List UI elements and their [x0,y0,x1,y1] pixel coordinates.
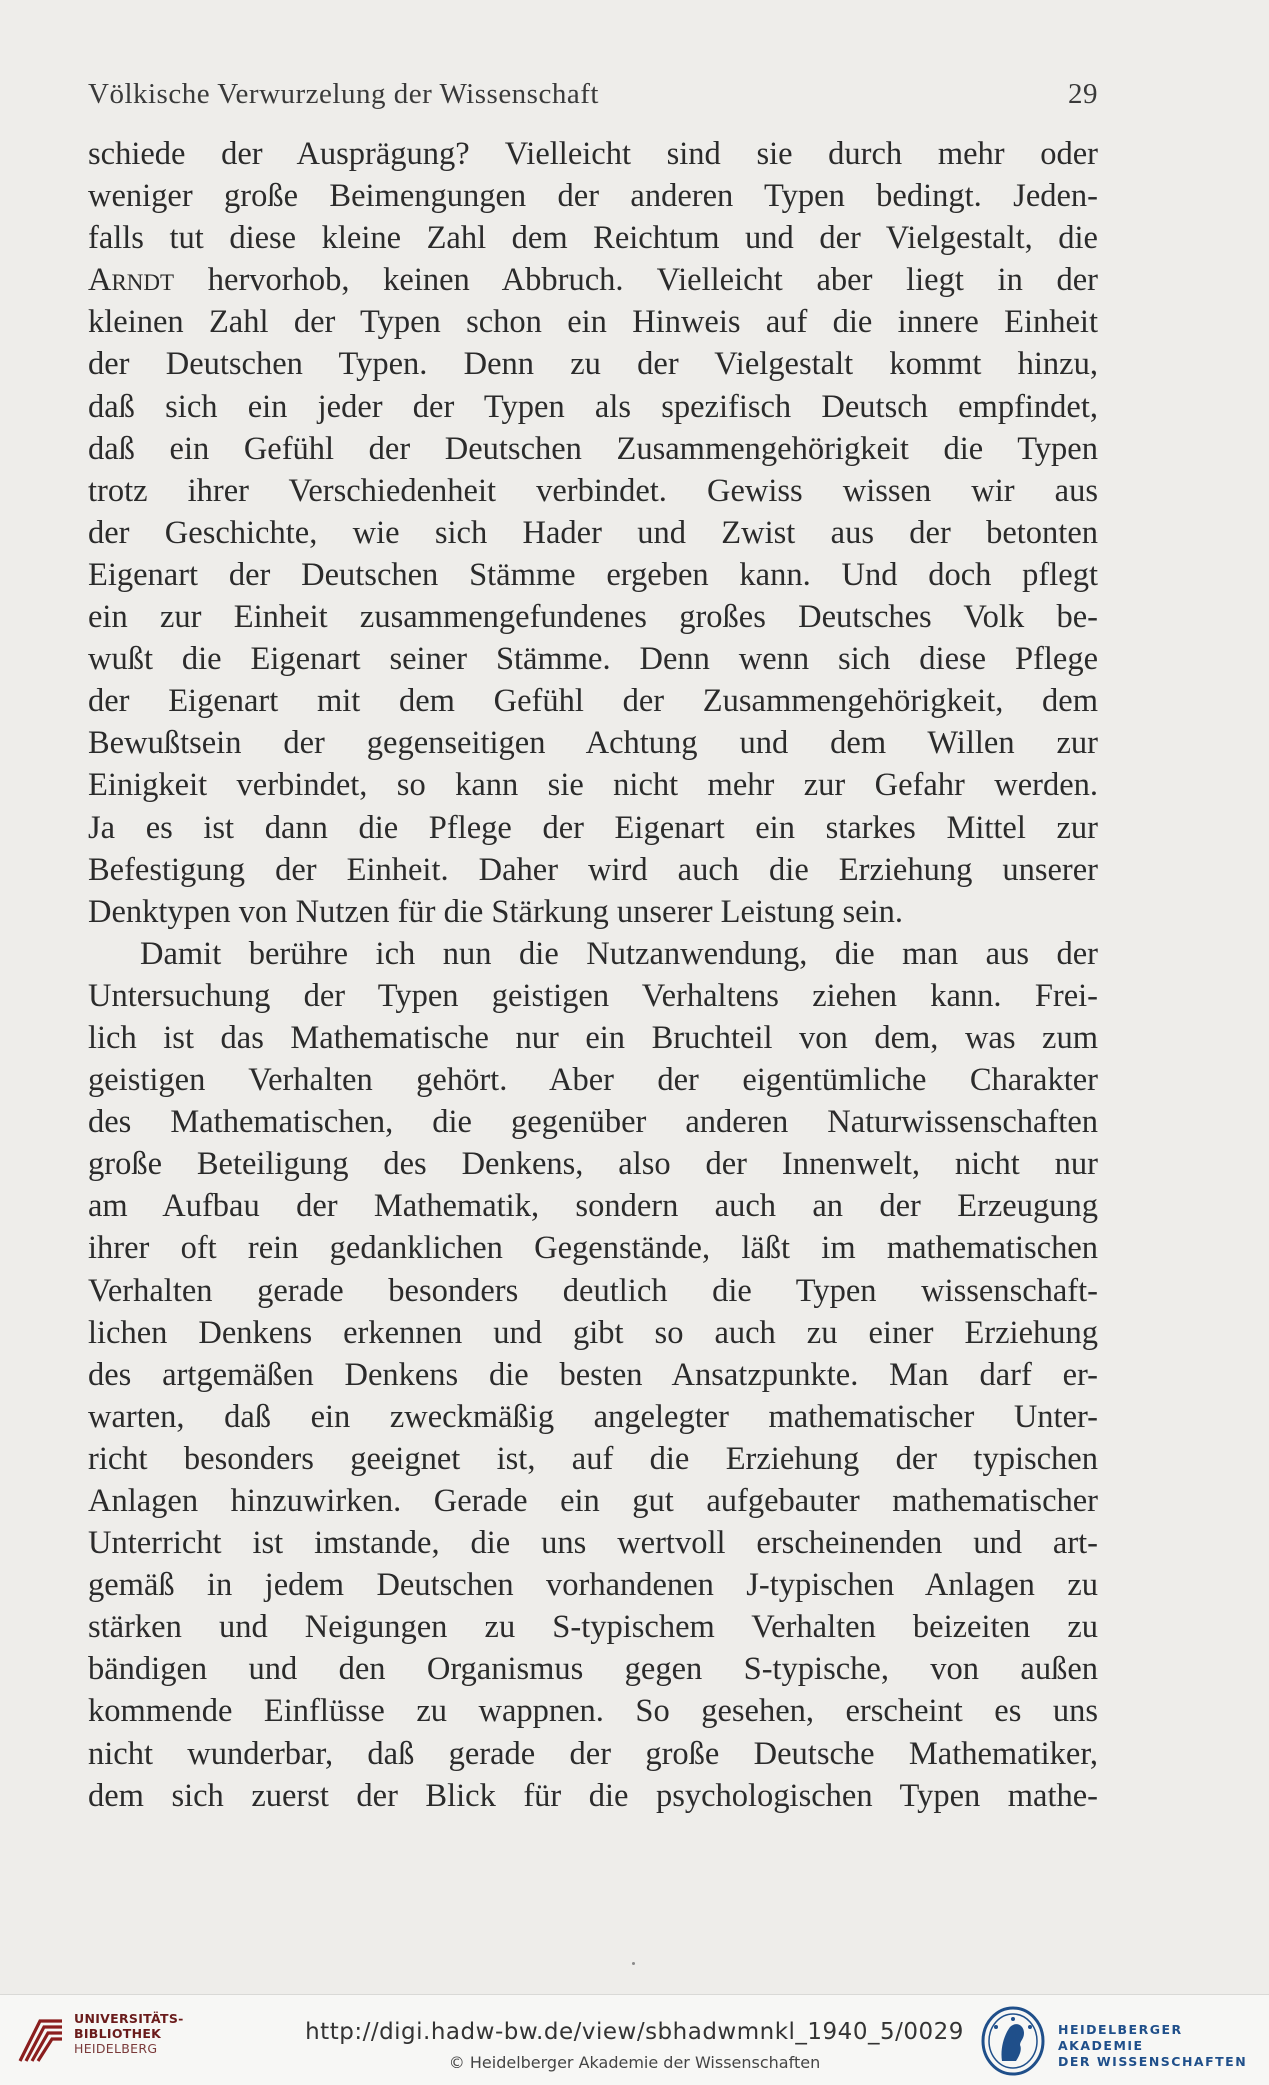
text-line: lich ist das Mathematische nur ein Bruchteil von dem, was zum [88,1019,1098,1056]
text-line: geistigen Verhalten gehört. Aber der eigentümliche Charakter [88,1062,1098,1099]
scan-speck [632,1962,635,1965]
text-line: des Mathematischen, die gegenüber anderen Naturwissenschaften [88,1104,1098,1141]
text-line: weniger große Beimengungen der anderen Typen bedingt. Jeden- [88,178,1098,215]
text-line: Anlagen hinzuwirken. Gerade ein gut aufgebauter mathematischer [88,1483,1098,1519]
text-line-rest: hervorhob, keinen Abbruch. Vielleicht aber liegt in der [207,262,1098,299]
author-name-arndt: Arndt [88,262,175,299]
text-line: richt besonders geeignet ist, auf die Erziehung der typischen [88,1440,1098,1477]
text-line: Untersuchung der Typen geistigen Verhaltens ziehen kann. Frei- [88,977,1098,1014]
text-line: dem sich zuerst der Blick für die psychologischen Typen mathe- [88,1777,1098,1814]
text-line: am Aufbau der Mathematik, sondern auch an der Erzeugung [88,1188,1098,1225]
text-line: gemäß in jedem Deutschen vorhandenen J-typischen Anlagen zu [88,1567,1098,1604]
text-line: trotz ihrer Verschiedenheit verbindet. Gewiss wissen wir aus [88,472,1098,509]
text-line [88,259,1098,301]
paragraph-start-line: Damit berühre ich nun die Nutzanwendung, die man aus der [140,935,1098,972]
text-line: Einigkeit verbindet, so kann sie nicht mehr zur Gefahr werden. [88,767,1098,804]
running-head [88,78,1098,118]
university-library-name: UNIVERSITÄTS- BIBLIOTHEK HEIDELBERG [74,2011,184,2056]
text-line: Ja es ist dann die Pflege der Eigenart ein starkes Mittel zur [88,809,1098,846]
permalink-url[interactable]: http://digi.hadw-bw.de/view/sbhadwmnkl_1940_5/0029 [305,2019,964,2045]
text-line: große Beteiligung des Denkens, also der Innenwelt, nicht nur [88,1146,1098,1183]
text-line: falls tut diese kleine Zahl dem Reichtum und der Vielgestalt, die [88,220,1098,257]
footer-bar [0,1994,1269,2085]
text-line: ein zur Einheit zusammengefundenes großes Deutsches Volk be- [88,599,1098,636]
text-line: kleinen Zahl der Typen schon ein Hinweis auf die innere Einheit [88,304,1098,341]
text-line: daß ein Gefühl der Deutschen Zusammengehörigkeit die Typen [88,430,1098,467]
text-line: Denktypen von Nutzen für die Stärkung unserer Leistung sein. [88,893,904,930]
text-line: bändigen und den Organismus gegen S-typische, von außen [88,1651,1098,1688]
academy-name: HEIDELBERGER AKADEMIE DER WISSENSCHAFTEN [1058,2022,1248,2069]
text-line: Eigenart der Deutschen Stämme ergeben kann. Und doch pflegt [88,556,1098,593]
text-line: des artgemäßen Denkens die besten Ansatzpunkte. Man darf er- [88,1356,1098,1393]
text-line: der Geschichte, wie sich Hader und Zwist aus der betonten [88,514,1098,551]
text-line: nicht wunderbar, daß gerade der große Deutsche Mathematiker, [88,1735,1098,1772]
text-line: warten, daß ein zweckmäßig angelegter mathematischer Unter- [88,1398,1098,1435]
text-line: Befestigung der Einheit. Daher wird auch die Erziehung unserer [88,851,1098,888]
text-line: ihrer oft rein gedanklichen Gegenstände, läßt im mathematischen [88,1230,1098,1267]
text-line: der Deutschen Typen. Denn zu der Vielgestalt kommt hinzu, [88,346,1098,383]
running-title: Völkische Verwurzelung der Wissenschaft [88,78,599,110]
text-line: kommende Einflüsse zu wappnen. So gesehen, erscheint es uns [88,1693,1098,1730]
text-line: der Eigenart mit dem Gefühl der Zusammengehörigkeit, dem [88,683,1098,720]
text-line: schiede der Ausprägung? Vielleicht sind sie durch mehr oder [88,136,1098,172]
text-line: Bewußtsein der gegenseitigen Achtung und dem Willen zur [88,725,1098,762]
text-line: wußt die Eigenart seiner Stämme. Denn wenn sich diese Pflege [88,641,1098,678]
academy-seal-icon [980,2005,1046,2077]
text-line: Verhalten gerade besonders deutlich die Typen wissenschaft- [88,1272,1098,1309]
text-line: lichen Denkens erkennen und gibt so auch zu einer Erziehung [88,1314,1098,1351]
text-line: stärken und Neigungen zu S-typischem Verhalten beizeiten zu [88,1609,1098,1646]
page-number: 29 [1068,78,1098,110]
body-text [88,133,1098,1817]
text-line: daß sich ein jeder der Typen als spezifisch Deutsch empfindet, [88,388,1098,425]
text-line: Unterricht ist imstande, die uns wertvoll erscheinenden und art- [88,1525,1098,1562]
copyright-notice: © Heidelberger Akademie der Wissenschaften [448,2053,821,2072]
